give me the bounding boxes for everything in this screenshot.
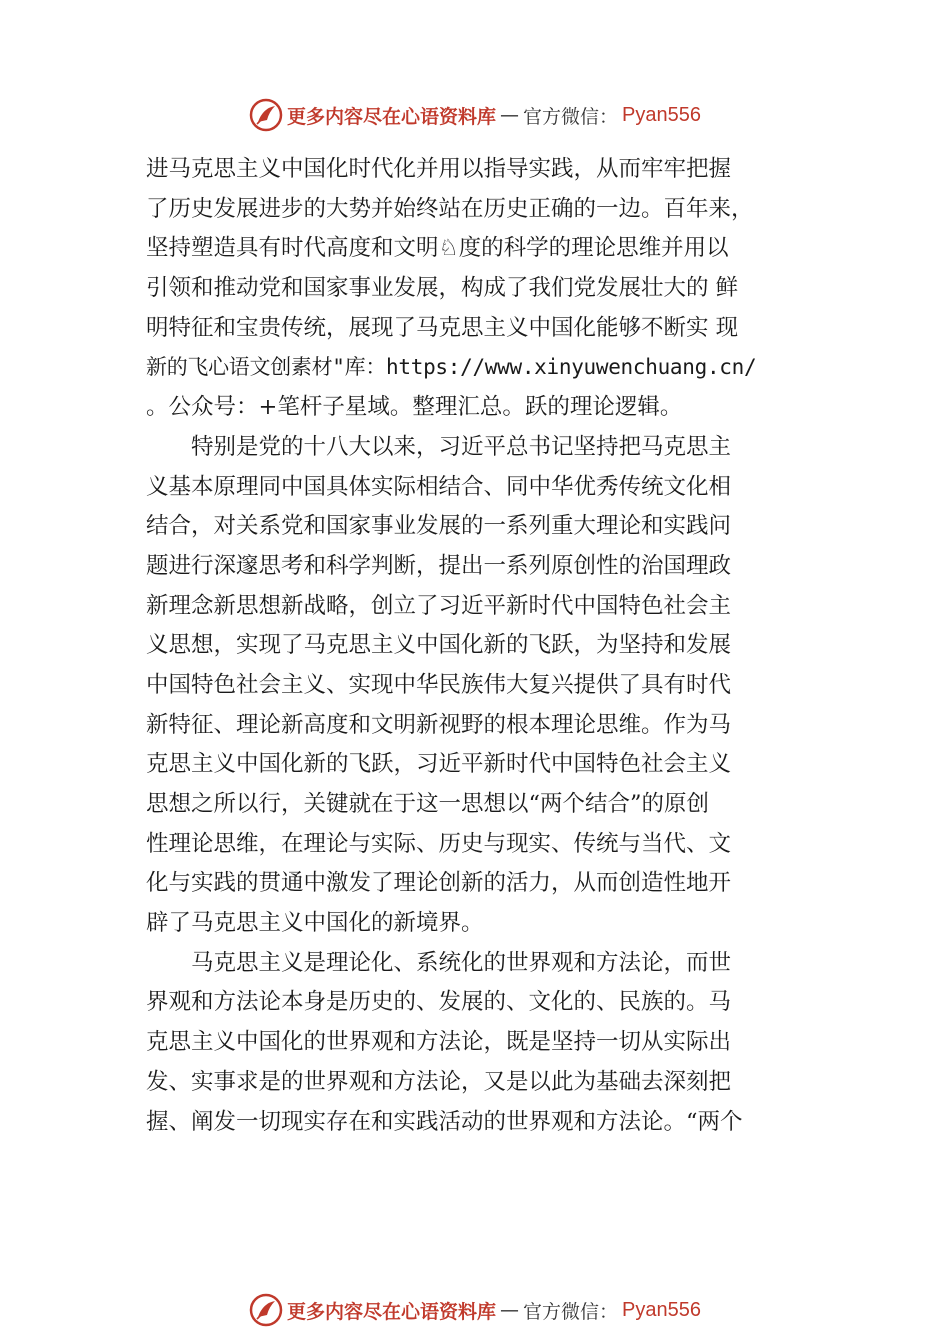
footer-banner [0, 1290, 950, 1330]
text-line: 特别是党的十八大以来，习近平总书记坚持把马克思主 [146, 433, 732, 460]
brand-logo-icon [249, 1293, 283, 1327]
text-line: 坚持塑造具有时代高度和文明♘度的科学的理论思维并用以 [146, 235, 729, 262]
brand-logo-icon [249, 98, 283, 132]
text-line: 题进行深邃思考和科学判断，提出一系列原创性的治国理政 [146, 552, 732, 579]
banner-title: 更多内容尽在心语资料库 [287, 105, 497, 128]
text-line: 明特征和宝贵传统，展现了马克思主义中国化能够不断实 现 [146, 314, 739, 341]
text-line: 引领和推动党和国家事业发展，构成了我们党发展壮大的 鲜 [146, 275, 739, 302]
text-line: 化与实践的贯通中激发了理论创新的活力，从而创造性地开 [146, 870, 732, 897]
text-line: 握、阐发一切现实存在和实践活动的世界观和方法论。“两个 [146, 1108, 743, 1135]
text-line: 克思主义中国化新的飞跃，习近平新时代中国特色社会主义 [146, 751, 732, 778]
banner-wechat-id: Pyan556 [622, 103, 701, 126]
banner-dash: — [500, 1299, 520, 1321]
text-line: 思想之所以行，关键就在于这一思想以“两个结合”的原创 [146, 791, 710, 817]
text-line: 克思主义中国化的世界观和方法论，既是坚持一切从实际出 [146, 1029, 732, 1056]
banner-wechat-id: Pyan556 [622, 1298, 701, 1321]
text-line: 发、实事求是的世界观和方法论，又是以此为基础去深刻把 [146, 1068, 732, 1095]
banner-title: 更多内容尽在心语资料库 [287, 1300, 497, 1323]
text-line: 结合，对关系党和国家事业发展的一系列重大理论和实践问 [146, 513, 732, 540]
text-line: 了历史发展进步的大势并始终站在历史正确的一边。百年来， [146, 195, 754, 222]
text-line: 义基本原理同中国具体实际相结合、同中华优秀传统文化相 [146, 473, 732, 500]
text-line: 性理论思维，在理论与实际、历史与现实、传统与当代、文 [146, 830, 732, 857]
text-line: 辟了马克思主义中国化的新境界。 [146, 910, 484, 937]
text-line: 新理念新思想新战略，创立了习近平新时代中国特色社会主 [146, 592, 732, 619]
document-body [146, 150, 826, 1142]
banner-wechat-label: 官方微信： [523, 105, 619, 128]
text-line-url: 新的飞心语文创素材"库：https://www.xinyuwenchuang.cn/ [146, 355, 757, 380]
text-line: 。公众号：+笔杆子星域。整理汇总。跃的理论逻辑。 [146, 394, 683, 421]
text-line: 进马克思主义中国化时代化并用以指导实践，从而牢牢把握 [146, 156, 732, 182]
header-banner [0, 95, 950, 135]
text-line: 义思想，实现了马克思主义中国化新的飞跃，为坚持和发展 [146, 632, 732, 659]
text-line: 中国特色社会主义、实现中华民族伟大复兴提供了具有时代 [146, 671, 732, 698]
banner-wechat-label: 官方微信： [523, 1300, 619, 1323]
banner-dash: — [500, 104, 520, 126]
text-line: 界观和方法论本身是历史的、发展的、文化的、民族的。马 [146, 989, 732, 1016]
text-line: 马克思主义是理论化、系统化的世界观和方法论，而世 [146, 949, 732, 976]
text-line: 新特征、理论新高度和文明新视野的根本理论思维。作为马 [146, 711, 732, 738]
